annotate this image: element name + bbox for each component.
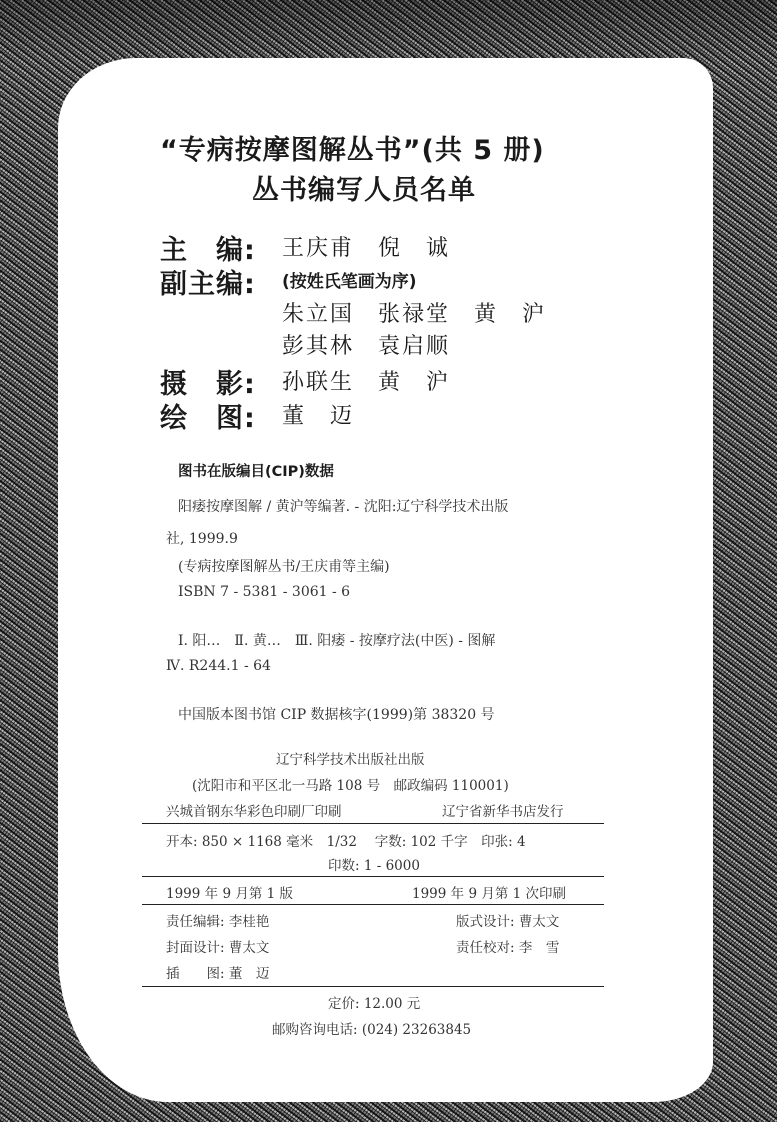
cip-line-7: 中国版本图书馆 CIP 数据核字(1999)第 38320 号 [178, 707, 495, 723]
format-line: 开本: 850 × 1168 毫米 1/32 字数: 102 千字 印张: 4 [166, 834, 526, 850]
series-title: “专病按摩图解丛书”(共 5 册) [160, 135, 545, 166]
deputy-editor-names-line1: 朱立国 张禄堂 黄 沪 [282, 302, 547, 327]
illustration-names: 董 迈 [282, 404, 355, 429]
chief-editor-names: 王庆甫 倪 诚 [282, 236, 451, 261]
cip-line-3: (专病按摩图解丛书/王庆甫等主编) [178, 559, 390, 575]
chief-editor-label: 主 编: [160, 235, 256, 266]
scan-shadow [0, 0, 777, 60]
deputy-editor-names-line2: 彭其林 袁启顺 [282, 334, 451, 359]
cip-heading: 图书在版编目(CIP)数据 [178, 464, 334, 480]
staff-list-title: 丛书编写人员名单 [252, 175, 476, 206]
print-run-line: 印数: 1 - 6000 [328, 858, 420, 874]
cover-designer: 封面设计: 曹太文 [166, 940, 270, 956]
distributor-line: 辽宁省新华书店发行 [442, 804, 564, 820]
cip-line-5: Ⅰ. 阳… Ⅱ. 黄… Ⅲ. 阳痿 - 按摩疗法(中医) - 图解 [178, 633, 496, 649]
divider-2 [142, 876, 604, 877]
layout-designer: 版式设计: 曹太文 [456, 914, 560, 930]
edition-line: 1999 年 9 月第 1 版 [166, 886, 293, 902]
divider-4 [142, 986, 604, 987]
price: 定价: 12.00 元 [328, 996, 421, 1012]
divider-3 [142, 904, 604, 905]
cip-line-1: 阳痿按摩图解 / 黄沪等编著. - 沈阳:辽宁科学技术出版 [178, 499, 509, 515]
photography-label: 摄 影: [160, 369, 256, 400]
cip-line-2: 社, 1999.9 [166, 531, 238, 547]
illustration-label: 绘 图: [160, 403, 256, 434]
deputy-editor-label: 副主编: [160, 269, 256, 300]
cip-line-4: ISBN 7 - 5381 - 3061 - 6 [178, 584, 351, 600]
photography-names: 孙联生 黄 沪 [282, 370, 451, 395]
illustrator-credit: 插 图: 董 迈 [166, 966, 270, 982]
publisher-address: (沈阳市和平区北一马路 108 号 邮政编码 110001) [192, 778, 509, 794]
publisher-line: 辽宁科学技术出版社出版 [276, 752, 425, 768]
cip-line-6: Ⅳ. R244.1 - 64 [166, 658, 271, 674]
printer-line: 兴城首钢东华彩色印刷厂印刷 [166, 804, 342, 820]
printing-line: 1999 年 9 月第 1 次印刷 [412, 886, 566, 902]
divider-1 [142, 823, 604, 824]
page-sheet [58, 58, 713, 1102]
responsible-editor: 责任编辑: 李桂艳 [166, 914, 270, 930]
proofreader: 责任校对: 李 雪 [456, 940, 560, 956]
deputy-editor-order-note: (按姓氏笔画为序) [282, 272, 417, 292]
mail-order-phone: 邮购咨询电话: (024) 23263845 [272, 1022, 472, 1038]
